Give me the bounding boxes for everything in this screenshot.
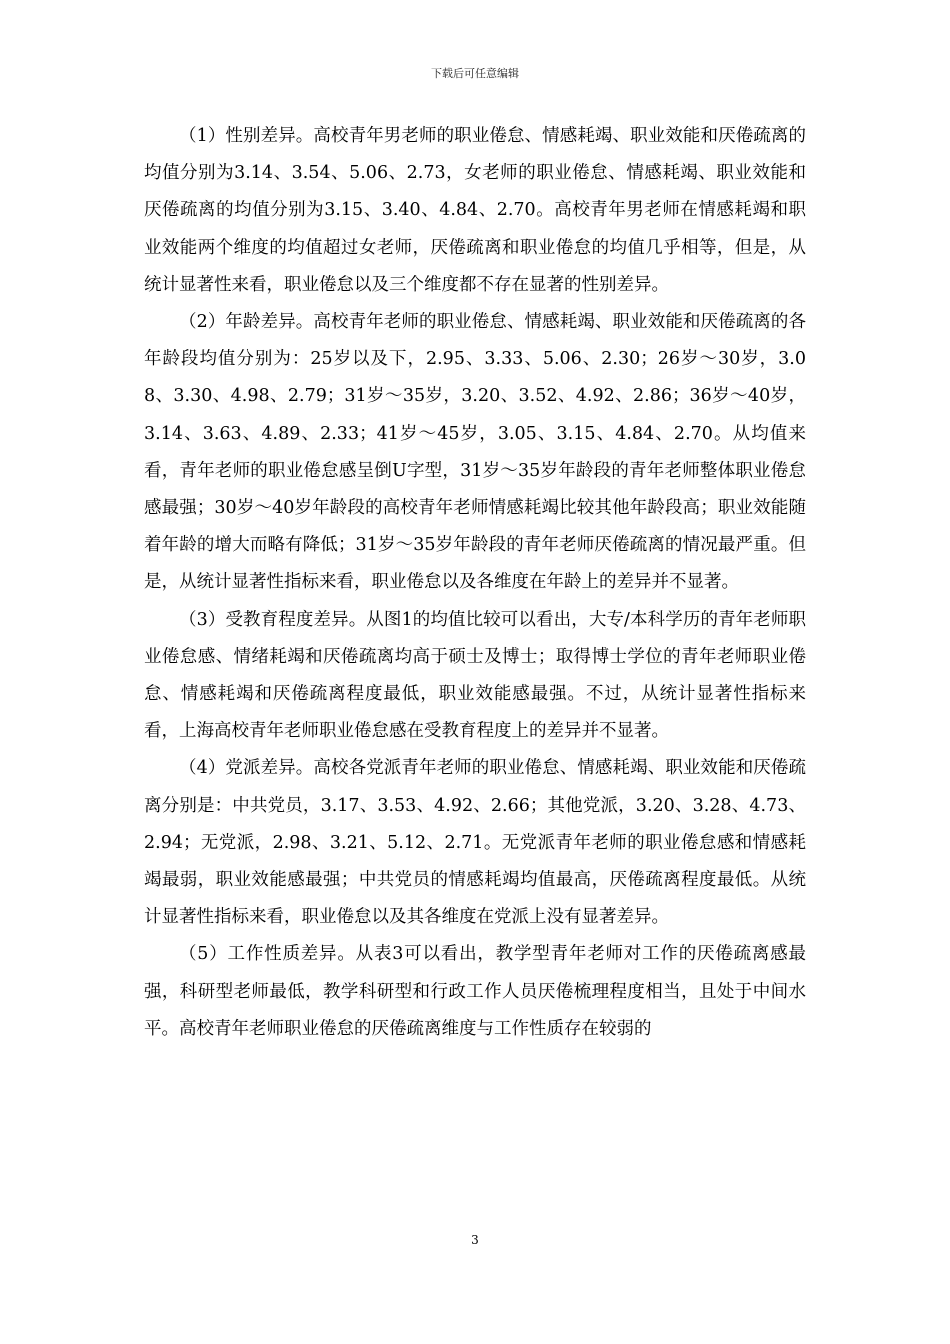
paragraph-gender-difference: （1）性别差异。高校青年男老师的职业倦怠、情感耗竭、职业效能和厌倦疏离的均值分别为3.14、3.54、5.06、2.73，女老师的职业倦怠、情感耗竭、职业效能和厌倦疏离的均值分别为3.15、3.40、4.84、2.70。高校青年男老师在情感耗竭和职业效能两个维度的均值超过女老师，厌倦疏离和职业倦怠的均值几乎相等，但是，从统计显著性来看，职业倦怠以及三个维度都不存在显著的性别差异。 (144, 126, 806, 295)
paragraph-age-difference: （2）年龄差异。高校青年老师的职业倦怠、情感耗竭、职业效能和厌倦疏离的各年龄段均值分别为：25岁以及下，2.95、3.33、5.06、2.30；26岁～30岁，3.08、3.30、4.98、2.79；31岁～35岁，3.20、3.52、4.92、2.86；36岁～40岁，3.14、3.63、4.89、2.33；41岁～45岁，3.05、3.15、4.84、2.70。从均值来看，青年老师的职业倦怠感呈倒U字型，31岁～35岁年龄段的青年老师整体职业倦怠感最强；30岁～40岁年龄段的高校青年老师情感耗竭比较其他年龄段高；职业效能随着年龄的增大而略有降低；31岁～35岁年龄段的青年老师厌倦疏离的情况最严重。但是，从统计显著性指标来看，职业倦怠以及各维度在年龄上的差异并不显著。 (144, 312, 806, 593)
document-body (144, 118, 806, 1048)
paragraph-party-difference: （4）党派差异。高校各党派青年老师的职业倦怠、情感耗竭、职业效能和厌倦疏离分别是：中共党员，3.17、3.53、4.92、2.66；其他党派，3.20、3.28、4.73、2.94；无党派，2.98、3.21、5.12、2.71。无党派青年老师的职业倦怠感和情感耗竭最弱，职业效能感最强；中共党员的情感耗竭均值最高，厌倦疏离程度最低。从统计显著性指标来看，职业倦怠以及其各维度在党派上没有显著差异。 (144, 758, 806, 928)
paragraph-job-nature-difference: （5）工作性质差异。从表3可以看出，教学型青年老师对工作的厌倦疏离感最强，科研型老师最低，教学科研型和行政工作人员厌倦梳理程度相当，且处于中间水平。高校青年老师职业倦怠的厌倦疏离维度与工作性质存在较弱的 (144, 944, 806, 1039)
page-header: 下载后可任意编辑 (431, 67, 519, 80)
page-number: 3 (471, 1233, 479, 1247)
paragraph-education-difference: （3）受教育程度差异。从图1的均值比较可以看出，大专/本科学历的青年老师职业倦怠感、情绪耗竭和厌倦疏离均高于硕士及博士；取得博士学位的青年老师职业倦怠、情感耗竭和厌倦疏离程度最低，职业效能感最强。不过，从统计显著性指标来看，上海高校青年老师职业倦怠感在受教育程度上的差异并不显著。 (144, 609, 806, 742)
